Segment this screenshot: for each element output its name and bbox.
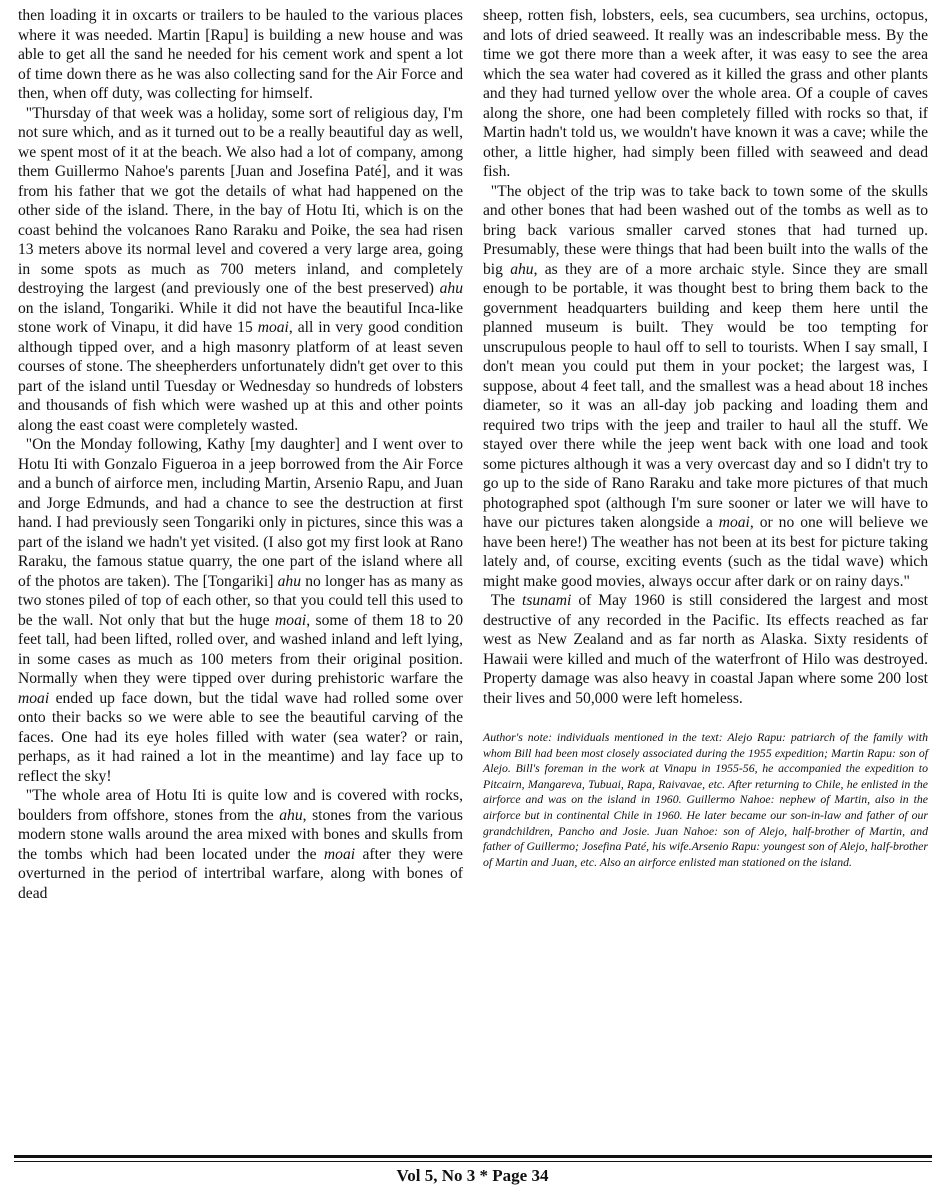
right-column bbox=[483, 6, 928, 870]
left-paragraph-2: "Thursday of that week was a holiday, some sort of religious day, I'm not sure which, and as it turned out to be a really beautiful day as well, we spent most of it at the beach. We also had a lot of company, among them Guillermo Nahoe's parents [Juan and Josefina Paté], and it was from his father that we got the details of what had happened on the other side of the island. There, in the bay of Hotu Iti, which is on the coast behind the volcanoes Rano Raraku and Poike, the sea had risen 13 meters above its normal level and covered a very large area, going in some spots as much as 700 meters inland, and completely destroying the largest (and previously one of the best preserved) ahu on the island, Tongariki. While it did not have the beautiful Inca-like stone work of Vinapu, it did have 15 moai, all in very good condition although tipped over, and a high masonry platform of at least seven courses of stone. The sheepherders unfortunately didn't get over to this part of the island until Tuesday or Wednesday so hundreds of lobsters and thousands of fish which were washed up at this and other points along the east coast were completely wasted. bbox=[18, 104, 464, 434]
right-paragraph-3: The tsunami of May 1960 is still considered the largest and most destructive of any recorded in the Pacific. Its effects reached as far west as New Zealand and as far north as Alaska. Sixty residents of Hawaii were killed and much of the waterfront of Hilo was destroyed. Property damage was also heavy in coastal Japan where some 200 lost their lives and 50,000 were left homeless. bbox=[483, 592, 928, 707]
footer-rule-thick bbox=[14, 1155, 932, 1158]
right-paragraph-1: sheep, rotten fish, lobsters, eels, sea cucumbers, sea urchins, octopus, and lots of dried seaweed. It really was an indescribable mess. By the time we got there more than a week after, it was easy to see the area which the sea water had covered as it killed the grass and other plants and they had turned yellow over the whole area. Of a couple of caves along the shore, one had been completely filled with rocks so that, if Martin hadn't told us, we wouldn't have known it was a cave; while the other, a little higher, had simply been filled with seaweed and dead fish. bbox=[483, 7, 928, 180]
author-note: Author's note: individuals mentioned in the text: Alejo Rapu: patriarch of the family with whom Bill had been most closely associated during the 1955 expedition; Martin Rapu: son of Alejo. Bill's foreman in the work at Vinapu in 1955-56, he accompanied the expedition to Pitcairn, Mangareva, Tubuai, Rapa, Raivavae, etc. After returning to Chile, he enlisted in the airforce and was on the island in 1960. Guillermo Nahoe: nephew of Martin, also in the airforce but in continental Chile in 1960. He later became our son-in-law and father of our grandchildren, Pancho and Josie. Juan Nahoe: son of Alejo, half-brother of Martin, and father of Guillermo; Josefina Paté, his wife.Arsenio Rapu: youngest son of Alejo, half-brother of Martin and Juan, etc. Also an airforce enlisted man stationed on the island. bbox=[483, 730, 928, 869]
footer-rule-thin bbox=[14, 1161, 932, 1162]
left-paragraph-4: "The whole area of Hotu Iti is quite low and is covered with rocks, boulders from offshore, stones from the ahu, stones from the various modern stone walls around the area mixed with bones and skulls from the tombs which had been located under the moai after they were overturned in the period of intertribal warfare, along with bones of dead bbox=[18, 787, 463, 902]
right-paragraph-2: "The object of the trip was to take back to town some of the skulls and other bones that had been washed out of the tombs as well as to bring back various smaller carved stones that had turned up. Presumably, these were things that had been built into the walls of the big ahu, as they are of a more archaic style. Since they are small enough to be portable, it was thought best to bring them back to the government headquarters building and keep them here until the planned museum is built. They would be too tempting for unscrupulous people to haul off to sell to tourists. When I say small, I don't mean you could put them in your pocket; the largest was, I suppose, about 4 feet tall, and the smallest was a head about 18 inches diameter, so it was an all-day job packing and loading them and required two trips with the jeep and trailer to haul all the stuff. We stayed over there while the jeep went back with one load and took some pictures although it was a very overcast day and so I didn't try to go up to the side of Rano Raraku and take more pictures of that much photographed spot (although I'm sure sooner or later we will have to have our pictures taken alongside a moai, or no one will believe we have been here!) The weather has not been at its best for picture taking lately and, of course, exciting events (such as the tidal wave) which might make good movies, always occur after dark or on rainy days." bbox=[483, 182, 929, 590]
left-column bbox=[18, 6, 463, 903]
left-paragraph-1: then loading it in oxcarts or trailers to be hauled to the various places where it was needed. Martin [Rapu] is building a new house and was able to get all the sand he needed for his cement work and spent a lot of time down there as he was also collecting sand for the Air Force and then, when off duty, was collecting for himself. bbox=[18, 7, 463, 102]
page-footer: Vol 5, No 3 * Page 34 bbox=[396, 1166, 549, 1185]
left-paragraph-3: "On the Monday following, Kathy [my daughter] and I went over to Hotu Iti with Gonzalo Figueroa in a jeep borrowed from the Air Force and a bunch of airforce men, including Martin, Arsenio Rapu, and Juan and Jorge Edmunds, and had a chance to see the destruction at first hand. I had previously seen Tongariki only in pictures, since this was a part of the island we hadn't yet visited. (I also got my first look at Rano Raraku, the famous statue quarry, the one part of the island where all of the photos are taken). The [Tongariki] ahu no longer has as many as two stones piled of top of each other, so that you could tell this used to be the wall. Not only that but the huge moai, some of them 18 to 20 feet tall, had been lifted, rolled over, and washed inland and left lying, in some cases as much as 100 meters from their original position. Normally when they were tipped over during prehistoric warfare the moai ended up face down, but the tidal wave had rolled some over onto their backs so we were able to see the beautiful carving of the faces. One had its eye holes filled with water (sea water? or rain, perhaps, as it had rained a lot in the meantime) and lay face up to reflect the sky! bbox=[18, 436, 464, 785]
